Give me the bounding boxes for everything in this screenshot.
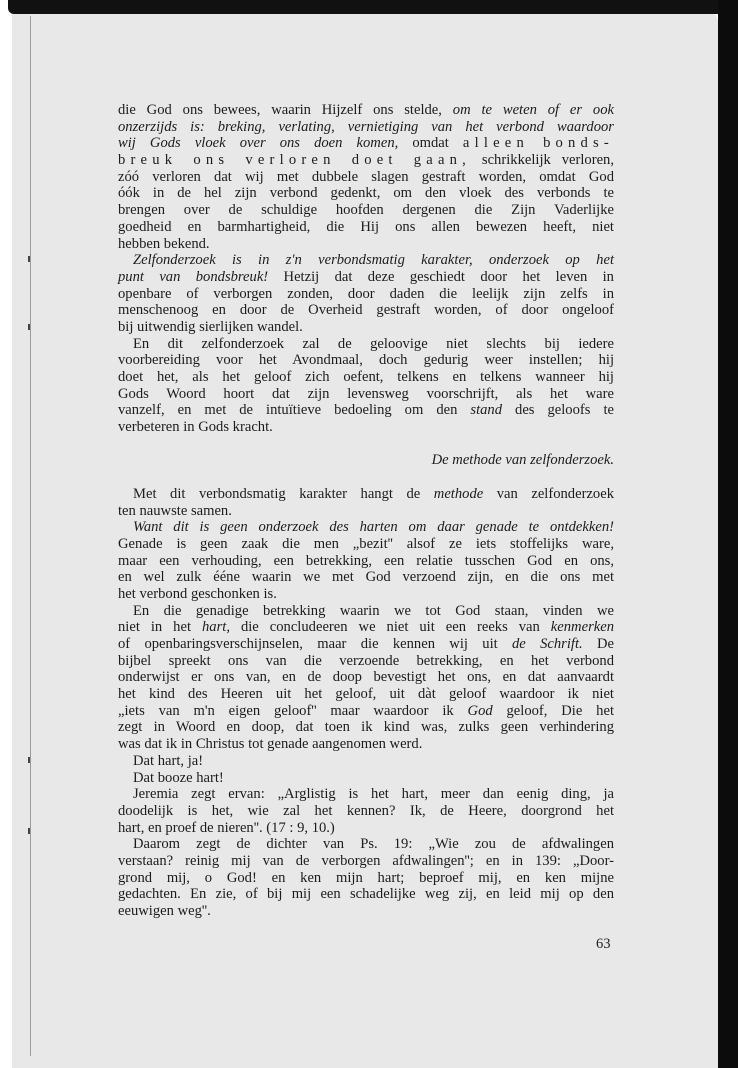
text-line (118, 369, 614, 386)
text-segment: En die genadige betrekking waarin we tot God staan, vinden we (133, 602, 614, 619)
text-line (118, 569, 614, 586)
text-line (118, 820, 614, 837)
margin-mark (28, 828, 30, 834)
text-segment: En dit zelfonderzoek zal de geloovige niet slechts bij iedere (133, 335, 614, 352)
text-segment: was dat ik in Christus tot genade aangenomen werd. (118, 736, 423, 753)
text-line (118, 252, 614, 269)
text-segment: Jeremia zegt ervan: „Arglistig is het hart, meer dan eenig ding, ja (133, 786, 614, 803)
spaced-text: bonds- (543, 135, 614, 152)
spaced-text: alleen (462, 135, 529, 152)
text-segment: menschenoog en door de Overheid gestraft worden, of door ongeloof (118, 302, 614, 319)
italic-text: Zelfonderzoek is in z'n verbondsmatig karakter, onderzoek op het (133, 252, 614, 269)
text-line (118, 553, 614, 570)
text-segment: of openbaringsverschijnselen, maar die kennen wij uit (118, 636, 512, 652)
text-line (118, 236, 614, 253)
text-line (118, 503, 614, 520)
text-segment: verstaan? reinig mij van de verborgen afdwalingen''; en in 139: „Door- (118, 852, 614, 869)
text-line (118, 269, 614, 286)
text-segment: zóó verloren dat wij met dubbele slagen gestraft worden, omdat God (118, 168, 614, 185)
italic-text: punt van bondsbreuk! (118, 268, 269, 285)
italic-text: stand (470, 402, 503, 419)
text-line (118, 202, 614, 219)
text-segment: die concludeeren we niet uit een reeks van (229, 619, 551, 636)
text-segment: vanzelf, en met de intuïtieve bedoeling om den (118, 402, 471, 419)
text-line (118, 536, 614, 553)
text-line (118, 753, 614, 770)
spaced-text: breuk ons verloren doet gaan, (118, 152, 471, 169)
text-line (118, 736, 614, 753)
text-segment: verbeteren in Gods kracht. (118, 419, 273, 436)
margin-mark (28, 757, 30, 763)
text-segment: gedachten. En zie, of bij mij een schadelijke weg zij, en leid mij op den (118, 886, 614, 903)
text-line (118, 853, 614, 870)
blank-line (118, 436, 614, 453)
text-line (118, 486, 614, 503)
margin-mark (28, 256, 30, 262)
text-line (118, 302, 614, 319)
italic-text: De methode van zelfonderzoek. (431, 452, 614, 469)
blank-line (118, 469, 614, 486)
italic-text: om te weten of er ook (452, 102, 614, 118)
text-line (118, 169, 614, 186)
text-segment: „iets van m'n eigen geloof'' maar waardoor ik (118, 702, 468, 719)
text-segment: doet het, als het geloof zich oefent, telkens en telkens wanneer hij (118, 369, 614, 385)
page-number: 63 (596, 936, 611, 952)
italic-text: methode (433, 485, 484, 502)
text-segment: grond mij, o God! en ken mijn hart; beproef mij, en ken mijne (118, 869, 614, 886)
text-segment: het kind des Heeren uit het geloof, uit dàt geloof waardoor ik niet (118, 686, 614, 703)
text-line (118, 719, 614, 736)
text-line (118, 653, 614, 670)
scan-top-edge (8, 0, 738, 14)
text-segment: des geloofs te (502, 402, 614, 419)
text-line (118, 586, 614, 603)
text-segment: Dat booze hart! (133, 769, 224, 786)
text-segment: Gods Woord hoort dat zijn levensweg voorschrijft, als het ware (118, 385, 614, 402)
text-segment: hart, en proef de nieren''. (17 : 9, 10.) (118, 819, 335, 836)
text-line (118, 219, 614, 236)
body-text (118, 102, 614, 920)
text-segment: bij uitwendig sierlijken wandel. (118, 318, 303, 335)
text-segment: die God ons bewees, waarin Hijzelf ons stelde, (118, 102, 453, 118)
italic-text: hart, (202, 619, 230, 636)
text-segment: schrikkelijk verloren, (470, 152, 614, 169)
italic-text: onzerzijds is: breking, verlating, vernietiging van het verbond waardoor (118, 118, 614, 135)
text-segment: van zelfonderzoek (483, 485, 614, 502)
text-segment: Dat hart, ja! (133, 752, 204, 769)
text-line (118, 519, 614, 536)
italic-text: de Schrift. (512, 636, 583, 652)
text-segment: bijbel spreekt ons van die verzoende betrekking, en het verbond (118, 652, 614, 669)
text-segment: hebben bekend. (118, 235, 210, 252)
text-line (118, 803, 614, 820)
italic-text: God (467, 702, 493, 719)
text-segment: Genade is geen zaak die men „bezit'' alsof ze iets stoffelijks ware, (118, 535, 614, 552)
text-segment: Daarom zegt de dichter van Ps. 19: „Wie zou de afdwalingen (133, 836, 614, 853)
italic-text: Want dit is geen onderzoek des harten om daar genade te ontdekken! (133, 519, 614, 536)
text-segment: goedheid en barmhartigheid, die Hij ons allen bewezen heeft, niet (118, 218, 614, 235)
text-line (118, 603, 614, 620)
text-segment: eeuwigen weg''. (118, 903, 211, 919)
text-segment: maar een verhouding, een betrekking, een relatie tusschen God en ons, (118, 552, 614, 569)
text-segment: óók in de hel zijn verbond gedenkt, om den vloek des verbonds te (118, 185, 614, 202)
text-segment: geloof, Die het (492, 702, 615, 719)
text-segment: doodelijk is het, wie zal het kennen? Ik, de Heere, doorgrond het (118, 802, 614, 819)
text-line (118, 352, 614, 369)
text-segment: en wel zulk ééne waarin we met God verzoend zijn, en die ons met (118, 569, 614, 586)
text-line (118, 686, 614, 703)
text-segment: zegt in Woord en doop, dat toen ik kind was, zulks geen verhindering (118, 719, 614, 736)
text-segment: brengen over de schuldige hoofden dergenen die Zijn Vaderlijke (118, 202, 614, 219)
text-segment: Met dit verbondsmatig karakter hangt de (133, 485, 434, 502)
text-line (118, 336, 614, 353)
text-line (118, 319, 614, 336)
section-heading (118, 452, 614, 469)
text-line (118, 786, 614, 803)
text-segment: ten nauwste samen. (118, 502, 232, 519)
text-line (118, 870, 614, 887)
italic-text: kenmerken (550, 619, 614, 636)
text-line (118, 386, 614, 403)
text-line (118, 886, 614, 903)
text-line (118, 703, 614, 720)
text-line (118, 636, 614, 653)
text-segment: Hetzij dat deze geschiedt door het leven in (268, 268, 614, 285)
text-line (118, 669, 614, 686)
text-segment: onderwijst er ons van, en de doop bevestigt het ons, en dat aanvaardt (118, 669, 614, 686)
text-line (118, 419, 614, 436)
text-line (118, 836, 614, 853)
text-segment: omdat (398, 135, 463, 152)
text-line (118, 619, 614, 636)
text-line (118, 102, 614, 119)
scan-right-edge (718, 0, 738, 1068)
text-line (118, 770, 614, 787)
text-segment: De (582, 636, 614, 652)
text-line (118, 286, 614, 303)
text-line (118, 152, 614, 169)
margin-mark (28, 324, 30, 330)
text-line (118, 903, 614, 920)
text-line (118, 185, 614, 202)
text-segment: openbare of verborgen zonden, door daden die leelijk zijn zelfs in (118, 285, 614, 302)
page-gutter-line (30, 16, 31, 1056)
text-segment: het verbond geschonken is. (118, 585, 277, 602)
italic-text: wij Gods vloek over ons doen komen, (118, 135, 399, 152)
text-segment: voorbereiding voor het Avondmaal, doch gedurig weer instellen; hij (118, 352, 614, 369)
text-line (118, 402, 614, 419)
text-segment: niet in het (118, 619, 202, 636)
text-line (118, 119, 614, 136)
text-line (118, 135, 614, 152)
text-segment (529, 135, 543, 151)
